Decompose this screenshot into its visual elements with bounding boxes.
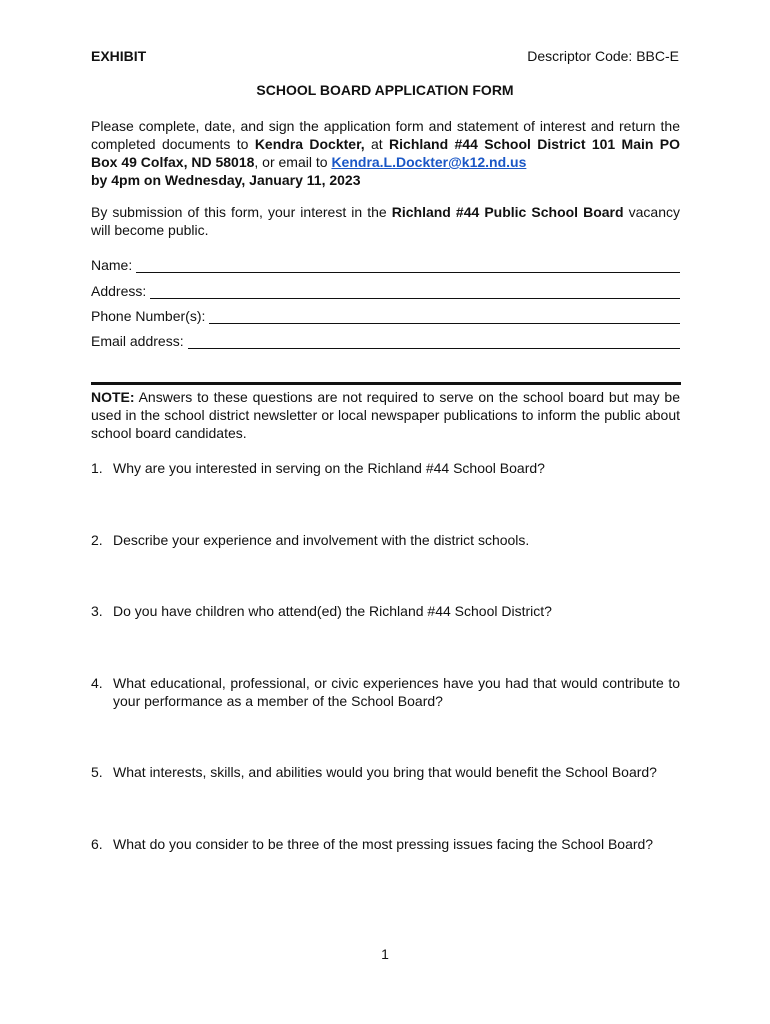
- exhibit-label: EXHIBIT: [91, 48, 147, 64]
- board-name: Richland #44 Public School Board: [391, 204, 624, 220]
- contact-name: Kendra Dockter,: [254, 136, 365, 152]
- question-number: 6.: [91, 836, 103, 852]
- name-label: Name:: [91, 257, 133, 273]
- question-item: [91, 459, 680, 477]
- note-label: NOTE:: [91, 389, 135, 405]
- instructions-text-3: , or email to: [254, 154, 332, 170]
- public-notice-text-1: By submission of this form, your interest in the: [91, 204, 392, 220]
- email-label: Email address:: [91, 333, 184, 349]
- question-text: What educational, professional, or civic experiences have you had that would contribute to your performance as a member of the School Board?: [113, 675, 680, 709]
- question-number: 4.: [91, 675, 103, 691]
- phone-field: [91, 306, 680, 324]
- address-input-line[interactable]: [150, 286, 680, 299]
- question-item: [91, 835, 680, 853]
- question-item: [91, 531, 680, 549]
- note-paragraph: [91, 388, 680, 442]
- question-text: Do you have children who attend(ed) the Richland #44 School District?: [113, 603, 552, 619]
- instructions-text-2: at: [364, 136, 390, 152]
- public-notice-paragraph: [91, 203, 680, 239]
- name-input-line[interactable]: [136, 260, 680, 273]
- email-link[interactable]: Kendra.L.Dockter@k12.nd.us: [331, 154, 527, 170]
- note-text: Answers to these questions are not required to serve on the school board but may be used in the school district newsletter or local newspaper publications to inform the public about school board candidates.: [91, 389, 680, 441]
- section-divider: [91, 382, 681, 385]
- address-field: [91, 281, 680, 299]
- email-input-line[interactable]: [188, 336, 680, 349]
- instructions-paragraph: [91, 117, 680, 189]
- question-number: 1.: [91, 460, 103, 476]
- phone-input-line[interactable]: [209, 311, 680, 324]
- district-address: Richland #44 School District 101 Main PO Box 49 Colfax, ND 58018: [91, 136, 681, 170]
- address-label: Address:: [91, 283, 147, 299]
- question-text: What do you consider to be three of the most pressing issues facing the School Board?: [113, 836, 654, 852]
- deadline: by 4pm on Wednesday, January 11, 2023: [91, 172, 361, 188]
- page-number: 1: [381, 946, 389, 962]
- email-field: [91, 331, 680, 349]
- question-number: 3.: [91, 603, 103, 619]
- question-item: [91, 602, 680, 620]
- form-title: SCHOOL BOARD APPLICATION FORM: [256, 82, 514, 98]
- name-field: [91, 255, 680, 273]
- question-text: Why are you interested in serving on the Richland #44 School Board?: [113, 460, 545, 476]
- question-item: [91, 763, 680, 781]
- question-item: [91, 674, 680, 710]
- question-text: What interests, skills, and abilities would you bring that would benefit the School Board?: [113, 764, 657, 780]
- question-number: 2.: [91, 532, 103, 548]
- phone-label: Phone Number(s):: [91, 308, 206, 324]
- descriptor-code: Descriptor Code: BBC-E: [527, 48, 679, 64]
- instructions-text-1: Please complete, date, and sign the application form and statement of interest and return the completed documents to: [91, 118, 680, 152]
- question-number: 5.: [91, 764, 103, 780]
- public-notice-text-2: vacancy will become public.: [91, 204, 680, 238]
- question-text: Describe your experience and involvement with the district schools.: [113, 532, 530, 548]
